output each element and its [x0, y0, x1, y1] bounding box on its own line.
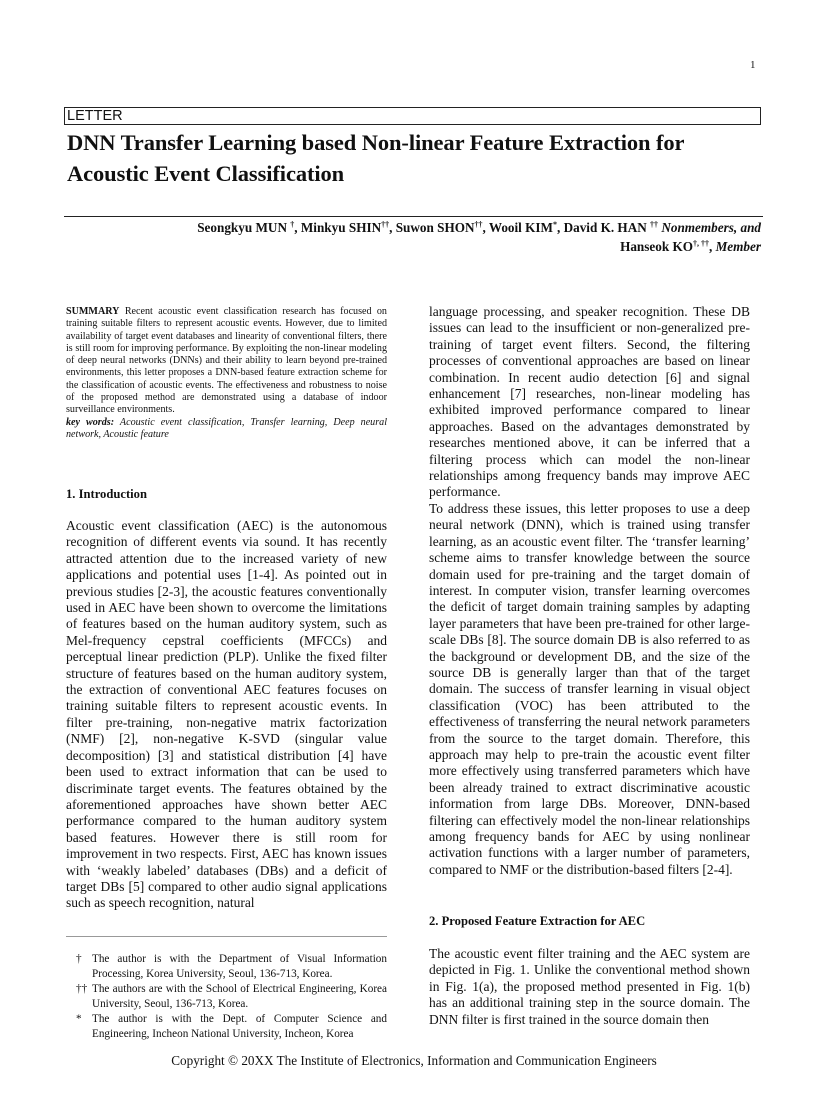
section-heading-proposed: 2. Proposed Feature Extraction for AEC: [429, 914, 646, 928]
footnote-text: The author is with the Department of Visual Information Processing, Korea University, Seoul, 136-713, Korea.: [92, 953, 387, 980]
author-list: [120, 218, 761, 256]
title-line-1: DNN Transfer Learning based Non-linear Feature Extraction for: [67, 130, 685, 155]
affiliation-mark: ††: [474, 220, 483, 229]
keywords-text: Acoustic event classification, Transfer learning, Deep neural network, Acoustic feature: [66, 416, 388, 440]
author-divider: [64, 216, 763, 217]
footnote: [76, 1012, 387, 1042]
author-name: David K. HAN: [563, 220, 647, 235]
introduction-continued-paragraph: language processing, and speaker recognition. These DB issues can lead to the insufficient or non-generalized pre-training of target event filters. Second, the filtering processes of conventional approaches are based on linear combination. In recent audio detection [6] and signal enhancement [7] researches, non-linear modeling has exhibited improved performance compared to linear approaches. Based on the advantages demonstrated by researches mentioned above, it can be inferred that a filtering process which can model the non-linear relationships among frequency bands may improve AEC performance.: [429, 304, 750, 500]
keywords-label: key words:: [66, 416, 115, 428]
footnote: [76, 982, 387, 1012]
summary-label: SUMMARY: [66, 306, 120, 317]
summary-block: [66, 306, 387, 441]
affiliation-mark: ††: [381, 220, 390, 229]
category-box: [64, 107, 761, 125]
title-line-2: Acoustic Event Classification: [67, 161, 345, 186]
footnote: [76, 952, 387, 982]
author-line-1: Seongkyu MUN †, Minkyu SHIN††, Suwon SHON††, Wooil KIM*, David K. HAN †† Nonmembers, and: [197, 220, 761, 235]
affiliation-mark: †: [290, 220, 295, 229]
introduction-paragraph-2: To address these issues, this letter proposes to use a deep neural network (DNN), which is trained using transfer learning, as an acoustic event filter. The ‘transfer learning’ scheme aims to transfer knowledge between the source domain used for pre-training and the target domain of interest. In computer vision, transfer learning overcomes the deficit of target domain training samples by adapting layer parameters that have been pre-trained for other large-scale DBs [8]. The source domain DB is also referred to as the background or development DB, and the size of the source DB is generally larger than that of the target domain. The success of transfer learning in visual object classification (VOC) has been attributed to the effectiveness of transferring the neural network parameters from the source to the target domain. Therefore, this approach may help to pre-train the acoustic event filter more effectively using transferred parameters which have been already trained to extract discriminative acoustic information from large DBs. Moreover, DNN-based filtering can effectively model the non-linear relationships among frequency bands for AEC by using nonlinear activation functions with a larger number of parameters, compared to NMF or the distribution-based filters [2-4].: [429, 500, 750, 877]
footnote-text: The authors are with the School of Electrical Engineering, Korea University, Seoul, 136-713, Korea.: [92, 983, 387, 1010]
affiliation-mark: *: [552, 220, 557, 229]
author-name: Hanseok KO: [620, 239, 693, 254]
affiliation-mark: ††: [650, 220, 659, 229]
membership-status: Nonmembers, and: [661, 220, 761, 235]
author-line-2: Hanseok KO†, ††, Member: [620, 239, 761, 254]
footnote-divider: [66, 936, 387, 937]
author-name: Seongkyu MUN: [197, 220, 287, 235]
introduction-paragraph: Acoustic event classification (AEC) is the autonomous recognition of different events via sound. It has recently attracted attention due to the increased variety of new applications and potential uses [1-4]. As pointed out in previous studies [2-3], the acoustic features conventionally used in AEC have been shown to overcome the limitations of features based on the human auditory system, such as Mel-frequency cepstral coefficients (MFCCs) and perceptual linear prediction (PLP). Unlike the fixed filter structure of features based on the human auditory system, the extraction of conventional AEC features focuses on training suitable filters to represent acoustic events. In filter pre-training, non-negative matrix factorization (NMF) [2], non-negative K-SVD (singular value decomposition) [3] and statistical distribution [4] have been used to extract information that can be used to discriminate target events. The features obtained by the aforementioned approaches have shown better AEC performance compared to the human auditory system based features. However there is still room for improvement in two respects. First, AEC has known issues with ‘weakly labeled’ databases (DBs) and a deficit of target DBs [5] compared to other audio signal applications such as speech recognition, natural: [66, 518, 387, 911]
keywords-paragraph: [66, 417, 387, 442]
page-number: 1: [750, 59, 756, 71]
summary-paragraph: [66, 306, 387, 417]
copyright-footer: Copyright © 20XX The Institute of Electronics, Information and Communication Engineers: [171, 1053, 657, 1068]
author-name: Wooil KIM: [488, 220, 553, 235]
footnote-mark: ††: [76, 983, 88, 995]
footnotes: [76, 952, 387, 1042]
affiliation-mark: †, ††: [692, 239, 709, 248]
footnote-mark: †: [76, 953, 82, 965]
author-name: Minkyu SHIN: [300, 220, 382, 235]
section-heading-introduction: 1. Introduction: [66, 487, 147, 501]
category-label: LETTER: [67, 108, 123, 124]
footnote-text: The author is with the Dept. of Computer Science and Engineering, Incheon National University, Incheon, Korea: [92, 1013, 387, 1040]
summary-text: Recent acoustic event classification research has focused on training suitable filters to represent acoustic events. However, due to limited availability of target event databases and linearity of conventional filters, there is still room for improving performance. By exploiting the non-linear modeling of deep neural networks (DNNs) and their ability to learn beyond pre-trained environments, this letter proposes a DNN-based feature extraction scheme for the classification of acoustic events. The effectiveness and robustness to noise of the proposed method are demonstrated using a database of indoor surveillance environments.: [66, 306, 387, 416]
right-column-text: [429, 304, 750, 878]
paper-title: [67, 127, 767, 189]
author-name: Suwon SHON: [395, 220, 475, 235]
membership-status: Member: [715, 239, 761, 254]
proposed-paragraph: The acoustic event filter training and the AEC system are depicted in Fig. 1. Unlike the conventional method shown in Fig. 1(a), the proposed method presented in Fig. 1(b) has an additional training step in the source domain. The DNN filter is first trained in the source domain then: [429, 946, 750, 1027]
footnote-mark: *: [76, 1013, 82, 1025]
